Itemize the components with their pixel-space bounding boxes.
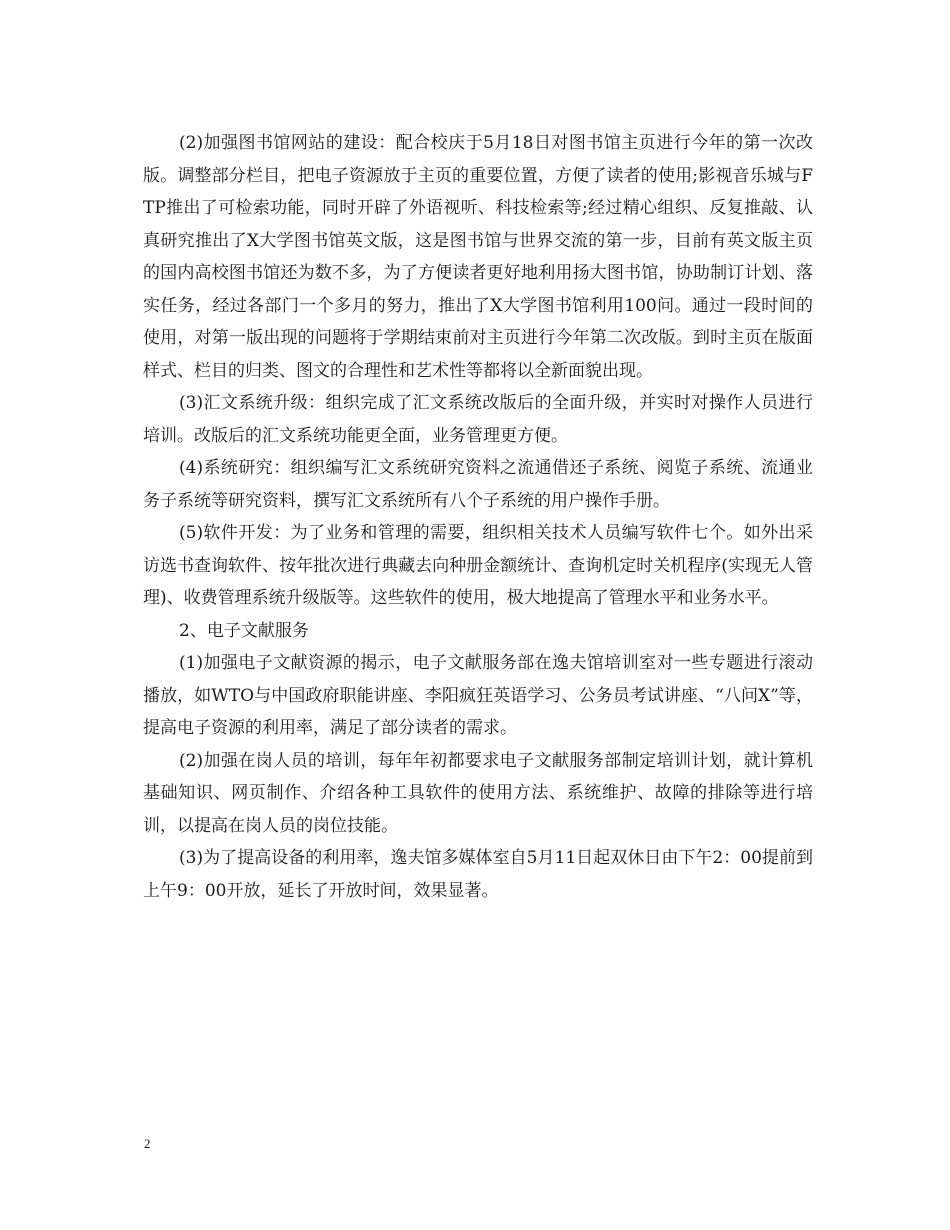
paragraph-website-construction: (2)加强图书馆网站的建设：配合校庆于5月18日对图书馆主页进行今年的第一次改版。调整部分栏目，把电子资源放于主页的重要位置，方便了读者的使用;影视音乐城与FTP推出了可检索功能，同时开辟了外语视听、科技检索等;经过精心组织、反复推敲、认真研究推出了X大学图书馆英文版，这是图书馆与世界交流的第一步，目前有英文版主页的国内高校图书馆还为数不多，为了方便读者更好地利用扬大图书馆，协助制订计划、落实任务，经过各部门一个多月的努力，推出了X大学图书馆利用100问。通过一段时间的使用，对第一版出现的问题将于学期结束前对主页进行今年第二次改版。到时主页在版面样式、栏目的归类、图文的合理性和艺术性等都将以全新面貌出现。 [143,133,813,381]
paragraph-system-research: (4)系统研究：组织编写汇文系统研究资料之流通借还子系统、阅览子系统、流通业务子系统等研究资料，撰写汇文系统所有八个子系统的用户操作手册。 [143,458,813,511]
paragraph-huiwen-upgrade: (3)汇文系统升级：组织完成了汇文系统改版后的全面升级，并实时对操作人员进行培训。改版后的汇文系统功能更全面，业务管理更方便。 [143,393,813,446]
section-heading-electronic-services: 2、电子文献服务 [179,620,309,641]
paragraph-opening-hours: (3)为了提高设备的利用率，逸夫馆多媒体室自5月11日起双休日由下午2：00提前到上午9：00开放，延长了开放时间，效果显著。 [143,848,813,901]
paragraph-resource-promotion: (1)加强电子文献资源的揭示，电子文献服务部在逸夫馆培训室对一些专题进行滚动播放，如WTO与中国政府职能讲座、李阳疯狂英语学习、公务员考试讲座、“八问X”等，提高电子资源的利用率，满足了部分读者的需求。 [143,653,813,738]
page-number: 2 [144,1136,151,1151]
paragraph-staff-training: (2)加强在岗人员的培训，每年年初都要求电子文献服务部制定培训计划，就计算机基础知识、网页制作、介绍各种工具软件的使用方法、系统维护、故障的排除等进行培训，以提高在岗人员的岗位技能。 [143,750,813,836]
paragraph-software-development: (5)软件开发：为了业务和管理的需要，组织相关技术人员编写软件七个。如外出采访选书查询软件、按年批次进行典藏去向种册金额统计、查询机定时关机程序(实现无人管理)、收费管理系统升级版等。这些软件的使用，极大地提高了管理水平和业务水平。 [143,523,813,608]
document-body [143,127,813,907]
